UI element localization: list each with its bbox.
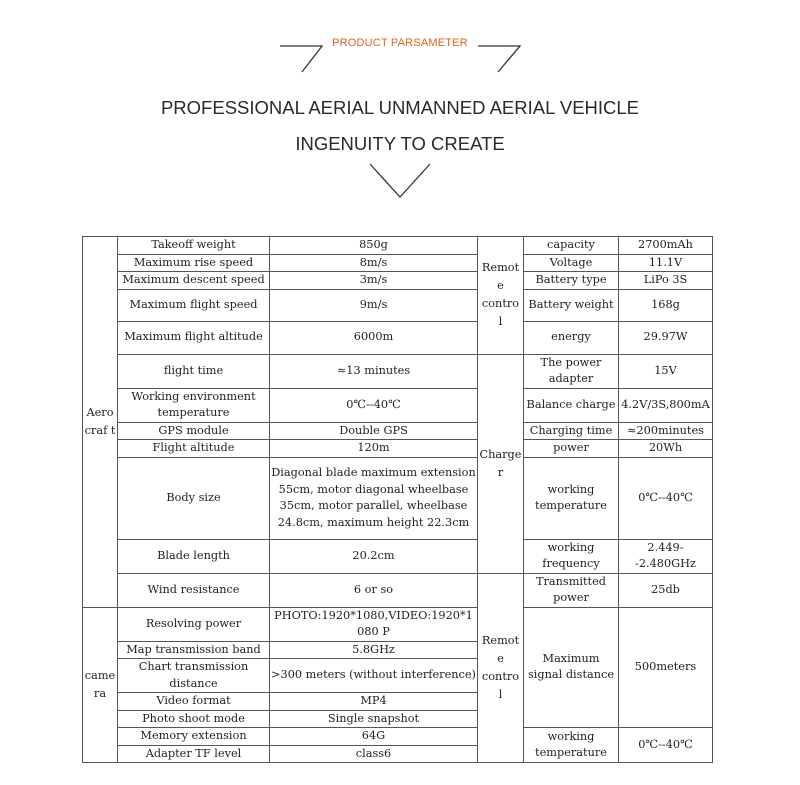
table-row — [83, 388, 713, 422]
table-row — [83, 422, 713, 440]
spec-label: Maximum flight altitude — [118, 321, 270, 354]
spec-label: Memory extension — [118, 728, 270, 746]
table-row — [83, 272, 713, 290]
group-remote: Remote contro l — [478, 573, 524, 763]
spec-value: LiPo 3S — [619, 272, 713, 290]
table-row — [83, 321, 713, 354]
spec-label: Transmitted power — [524, 573, 619, 607]
spec-label: Flight altitude — [118, 440, 270, 458]
spec-value: 9m/s — [270, 289, 478, 321]
badge-bracket-right — [478, 46, 520, 72]
spec-label: Adapter TF level — [118, 745, 270, 763]
table-row — [83, 457, 713, 539]
spec-value: 29.97W — [619, 321, 713, 354]
spec-value: 168g — [619, 289, 713, 321]
spec-value: 11.1V — [619, 254, 713, 272]
spec-value: 8m/s — [270, 254, 478, 272]
spec-label: flight time — [118, 354, 270, 388]
spec-table — [82, 236, 713, 763]
page-subtitle: INGENUITY TO CREATE — [295, 133, 505, 154]
table-row — [83, 573, 713, 607]
spec-value: PHOTO:1920*1080,VIDEO:1920*1080 P — [270, 607, 478, 641]
spec-label: Body size — [118, 457, 270, 539]
spec-value: class6 — [270, 745, 478, 763]
spec-value: 500meters — [619, 607, 713, 728]
spec-label: Takeoff weight — [118, 237, 270, 255]
spec-value: 0℃--40℃ — [619, 457, 713, 539]
spec-label: Battery weight — [524, 289, 619, 321]
page-title: PROFESSIONAL AERIAL UNMANNED AERIAL VEHICLE — [160, 97, 640, 118]
spec-label: Voltage — [524, 254, 619, 272]
spec-label: Wind resistance — [118, 573, 270, 607]
table-row — [83, 440, 713, 458]
spec-label: Battery type — [524, 272, 619, 290]
spec-label: Blade length — [118, 539, 270, 573]
spec-value: 2700mAh — [619, 237, 713, 255]
spec-value: 64G — [270, 728, 478, 746]
group-camera: came ra — [83, 607, 118, 763]
spec-value: >300 meters (without interference) — [270, 659, 478, 693]
spec-value: 0℃--40℃ — [619, 728, 713, 763]
spec-value: 25db — [619, 573, 713, 607]
spec-label: Maximum descent speed — [118, 272, 270, 290]
spec-label: Working environment temperature — [118, 388, 270, 422]
spec-label: working frequency — [524, 539, 619, 573]
spec-value: Single snapshot — [270, 710, 478, 728]
spec-value: 4.2V/3S,800mA — [619, 388, 713, 422]
spec-value: 120m — [270, 440, 478, 458]
spec-value: 20Wh — [619, 440, 713, 458]
spec-label: Maximum flight speed — [118, 289, 270, 321]
spec-value: 0℃--40℃ — [270, 388, 478, 422]
spec-label: power — [524, 440, 619, 458]
section-badge: PRODUCT PARSAMETER — [332, 37, 468, 49]
spec-value: 2.449--2.480GHz — [619, 539, 713, 573]
spec-label: capacity — [524, 237, 619, 255]
table-row — [83, 289, 713, 321]
spec-label: Photo shoot mode — [118, 710, 270, 728]
group-remote-control: Remote contro l — [478, 237, 524, 355]
spec-value: MP4 — [270, 693, 478, 711]
spec-label: Charging time — [524, 422, 619, 440]
table-row — [83, 728, 713, 746]
spec-label: energy — [524, 321, 619, 354]
spec-value: ≈13 minutes — [270, 354, 478, 388]
spec-value: 6000m — [270, 321, 478, 354]
spec-value: ≈200minutes — [619, 422, 713, 440]
table-row — [83, 539, 713, 573]
spec-label: Maximum signal distance — [524, 607, 619, 728]
spec-value: Diagonal blade maximum extension 55cm, motor diagonal wheelbase 35cm, motor parallel, wheelbase 24.8cm, maximum height 22.3cm — [270, 457, 478, 539]
group-aircraft: Aero craf t — [83, 237, 118, 608]
spec-value: 5.8GHz — [270, 641, 478, 659]
header — [0, 0, 800, 230]
spec-label: Map transmission band — [118, 641, 270, 659]
spec-label: Maximum rise speed — [118, 254, 270, 272]
table-row — [83, 237, 713, 255]
spec-label: Resolving power — [118, 607, 270, 641]
spec-value: 15V — [619, 354, 713, 388]
spec-label: Video format — [118, 693, 270, 711]
spec-value: 3m/s — [270, 272, 478, 290]
spec-value: 850g — [270, 237, 478, 255]
spec-label: The power adapter — [524, 354, 619, 388]
spec-value: 20.2cm — [270, 539, 478, 573]
table-row — [83, 254, 713, 272]
table-row — [83, 354, 713, 388]
table-row — [83, 607, 713, 641]
spec-label: Chart transmission distance — [118, 659, 270, 693]
spec-label: working temperature — [524, 457, 619, 539]
badge-bracket-left — [280, 46, 322, 72]
spec-label: GPS module — [118, 422, 270, 440]
spec-label: working temperature — [524, 728, 619, 763]
spec-label: Balance charge — [524, 388, 619, 422]
spec-value: 6 or so — [270, 573, 478, 607]
group-charger: Charge r — [478, 354, 524, 573]
chevron-down-icon — [370, 164, 430, 197]
spec-value: Double GPS — [270, 422, 478, 440]
